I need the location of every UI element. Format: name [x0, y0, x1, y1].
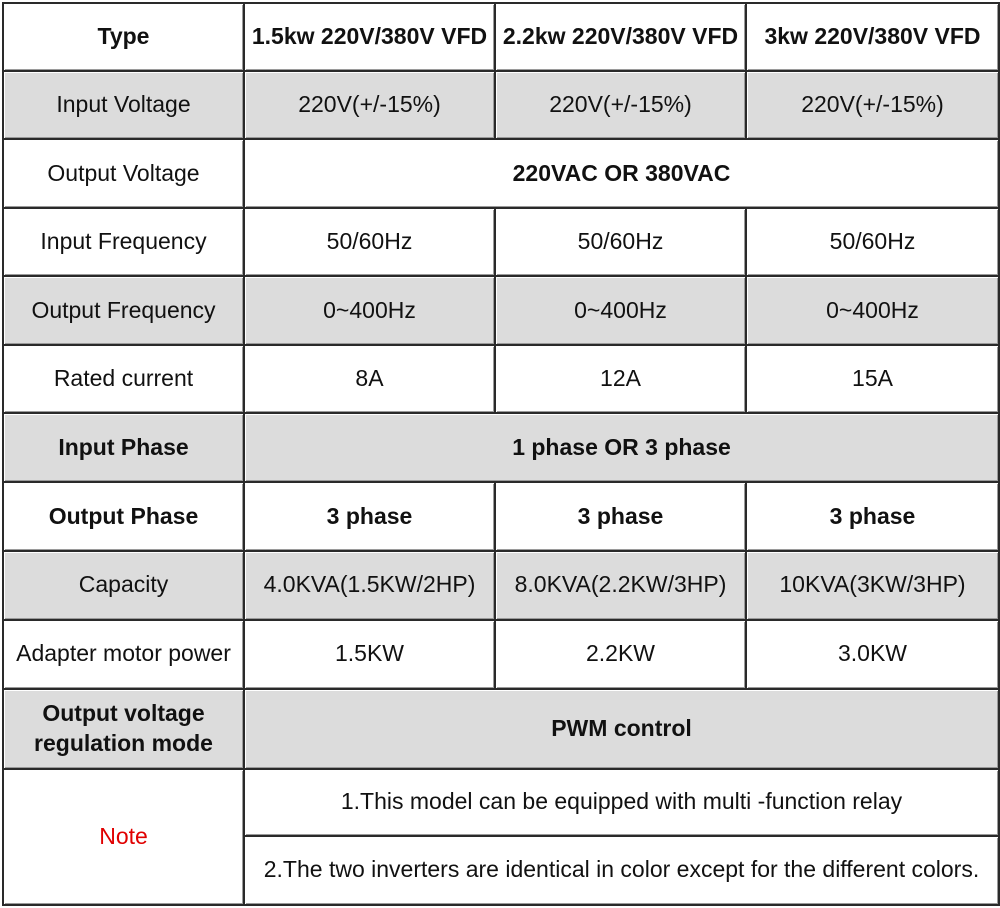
- header-model-3: 3kw 220V/380V VFD: [746, 3, 999, 71]
- header-type: Type: [3, 3, 244, 71]
- row-adapter-motor-power: [3, 620, 999, 689]
- value-output-phase-3: 3 phase: [746, 482, 999, 550]
- value-adapter-motor-power-2: 2.2KW: [495, 620, 746, 689]
- value-adapter-motor-power-3: 3.0KW: [746, 620, 999, 689]
- label-output-voltage: Output Voltage: [3, 139, 244, 208]
- spec-table: [2, 2, 1000, 906]
- label-output-frequency: Output Frequency: [3, 276, 244, 345]
- value-capacity-2: 8.0KVA(2.2KW/3HP): [495, 551, 746, 620]
- row-regulation-mode: [3, 689, 999, 769]
- label-adapter-motor-power: Adapter motor power: [3, 620, 244, 689]
- value-output-frequency-2: 0~400Hz: [495, 276, 746, 345]
- value-regulation-mode: PWM control: [244, 689, 999, 769]
- value-capacity-3: 10KVA(3KW/3HP): [746, 551, 999, 620]
- value-output-voltage: 220VAC OR 380VAC: [244, 139, 999, 208]
- row-note-1: [3, 769, 999, 836]
- label-input-frequency: Input Frequency: [3, 208, 244, 276]
- value-rated-current-3: 15A: [746, 345, 999, 413]
- value-output-phase-1: 3 phase: [244, 482, 495, 550]
- value-rated-current-2: 12A: [495, 345, 746, 413]
- note-line-2: 2.The two inverters are identical in color except for the different colors.: [244, 836, 999, 905]
- note-line-1: 1.This model can be equipped with multi -function relay: [244, 769, 999, 836]
- value-input-phase: 1 phase OR 3 phase: [244, 413, 999, 482]
- label-output-phase: Output Phase: [3, 482, 244, 550]
- row-input-frequency: [3, 208, 999, 276]
- value-output-phase-2: 3 phase: [495, 482, 746, 550]
- value-output-frequency-1: 0~400Hz: [244, 276, 495, 345]
- value-adapter-motor-power-1: 1.5KW: [244, 620, 495, 689]
- label-capacity: Capacity: [3, 551, 244, 620]
- row-output-phase: [3, 482, 999, 550]
- row-input-phase: [3, 413, 999, 482]
- row-input-voltage: [3, 71, 999, 139]
- value-input-voltage-2: 220V(+/-15%): [495, 71, 746, 139]
- header-row: [3, 3, 999, 71]
- value-input-frequency-2: 50/60Hz: [495, 208, 746, 276]
- value-input-frequency-1: 50/60Hz: [244, 208, 495, 276]
- label-note: Note: [3, 769, 244, 905]
- value-input-frequency-3: 50/60Hz: [746, 208, 999, 276]
- value-output-frequency-3: 0~400Hz: [746, 276, 999, 345]
- label-input-voltage: Input Voltage: [3, 71, 244, 139]
- value-input-voltage-1: 220V(+/-15%): [244, 71, 495, 139]
- row-output-voltage: [3, 139, 999, 208]
- row-capacity: [3, 551, 999, 620]
- label-input-phase: Input Phase: [3, 413, 244, 482]
- header-model-1: 1.5kw 220V/380V VFD: [244, 3, 495, 71]
- label-rated-current: Rated current: [3, 345, 244, 413]
- header-model-2: 2.2kw 220V/380V VFD: [495, 3, 746, 71]
- value-input-voltage-3: 220V(+/-15%): [746, 71, 999, 139]
- label-regulation-mode: Output voltage regulation mode: [3, 689, 244, 769]
- value-capacity-1: 4.0KVA(1.5KW/2HP): [244, 551, 495, 620]
- row-rated-current: [3, 345, 999, 413]
- value-rated-current-1: 8A: [244, 345, 495, 413]
- row-output-frequency: [3, 276, 999, 345]
